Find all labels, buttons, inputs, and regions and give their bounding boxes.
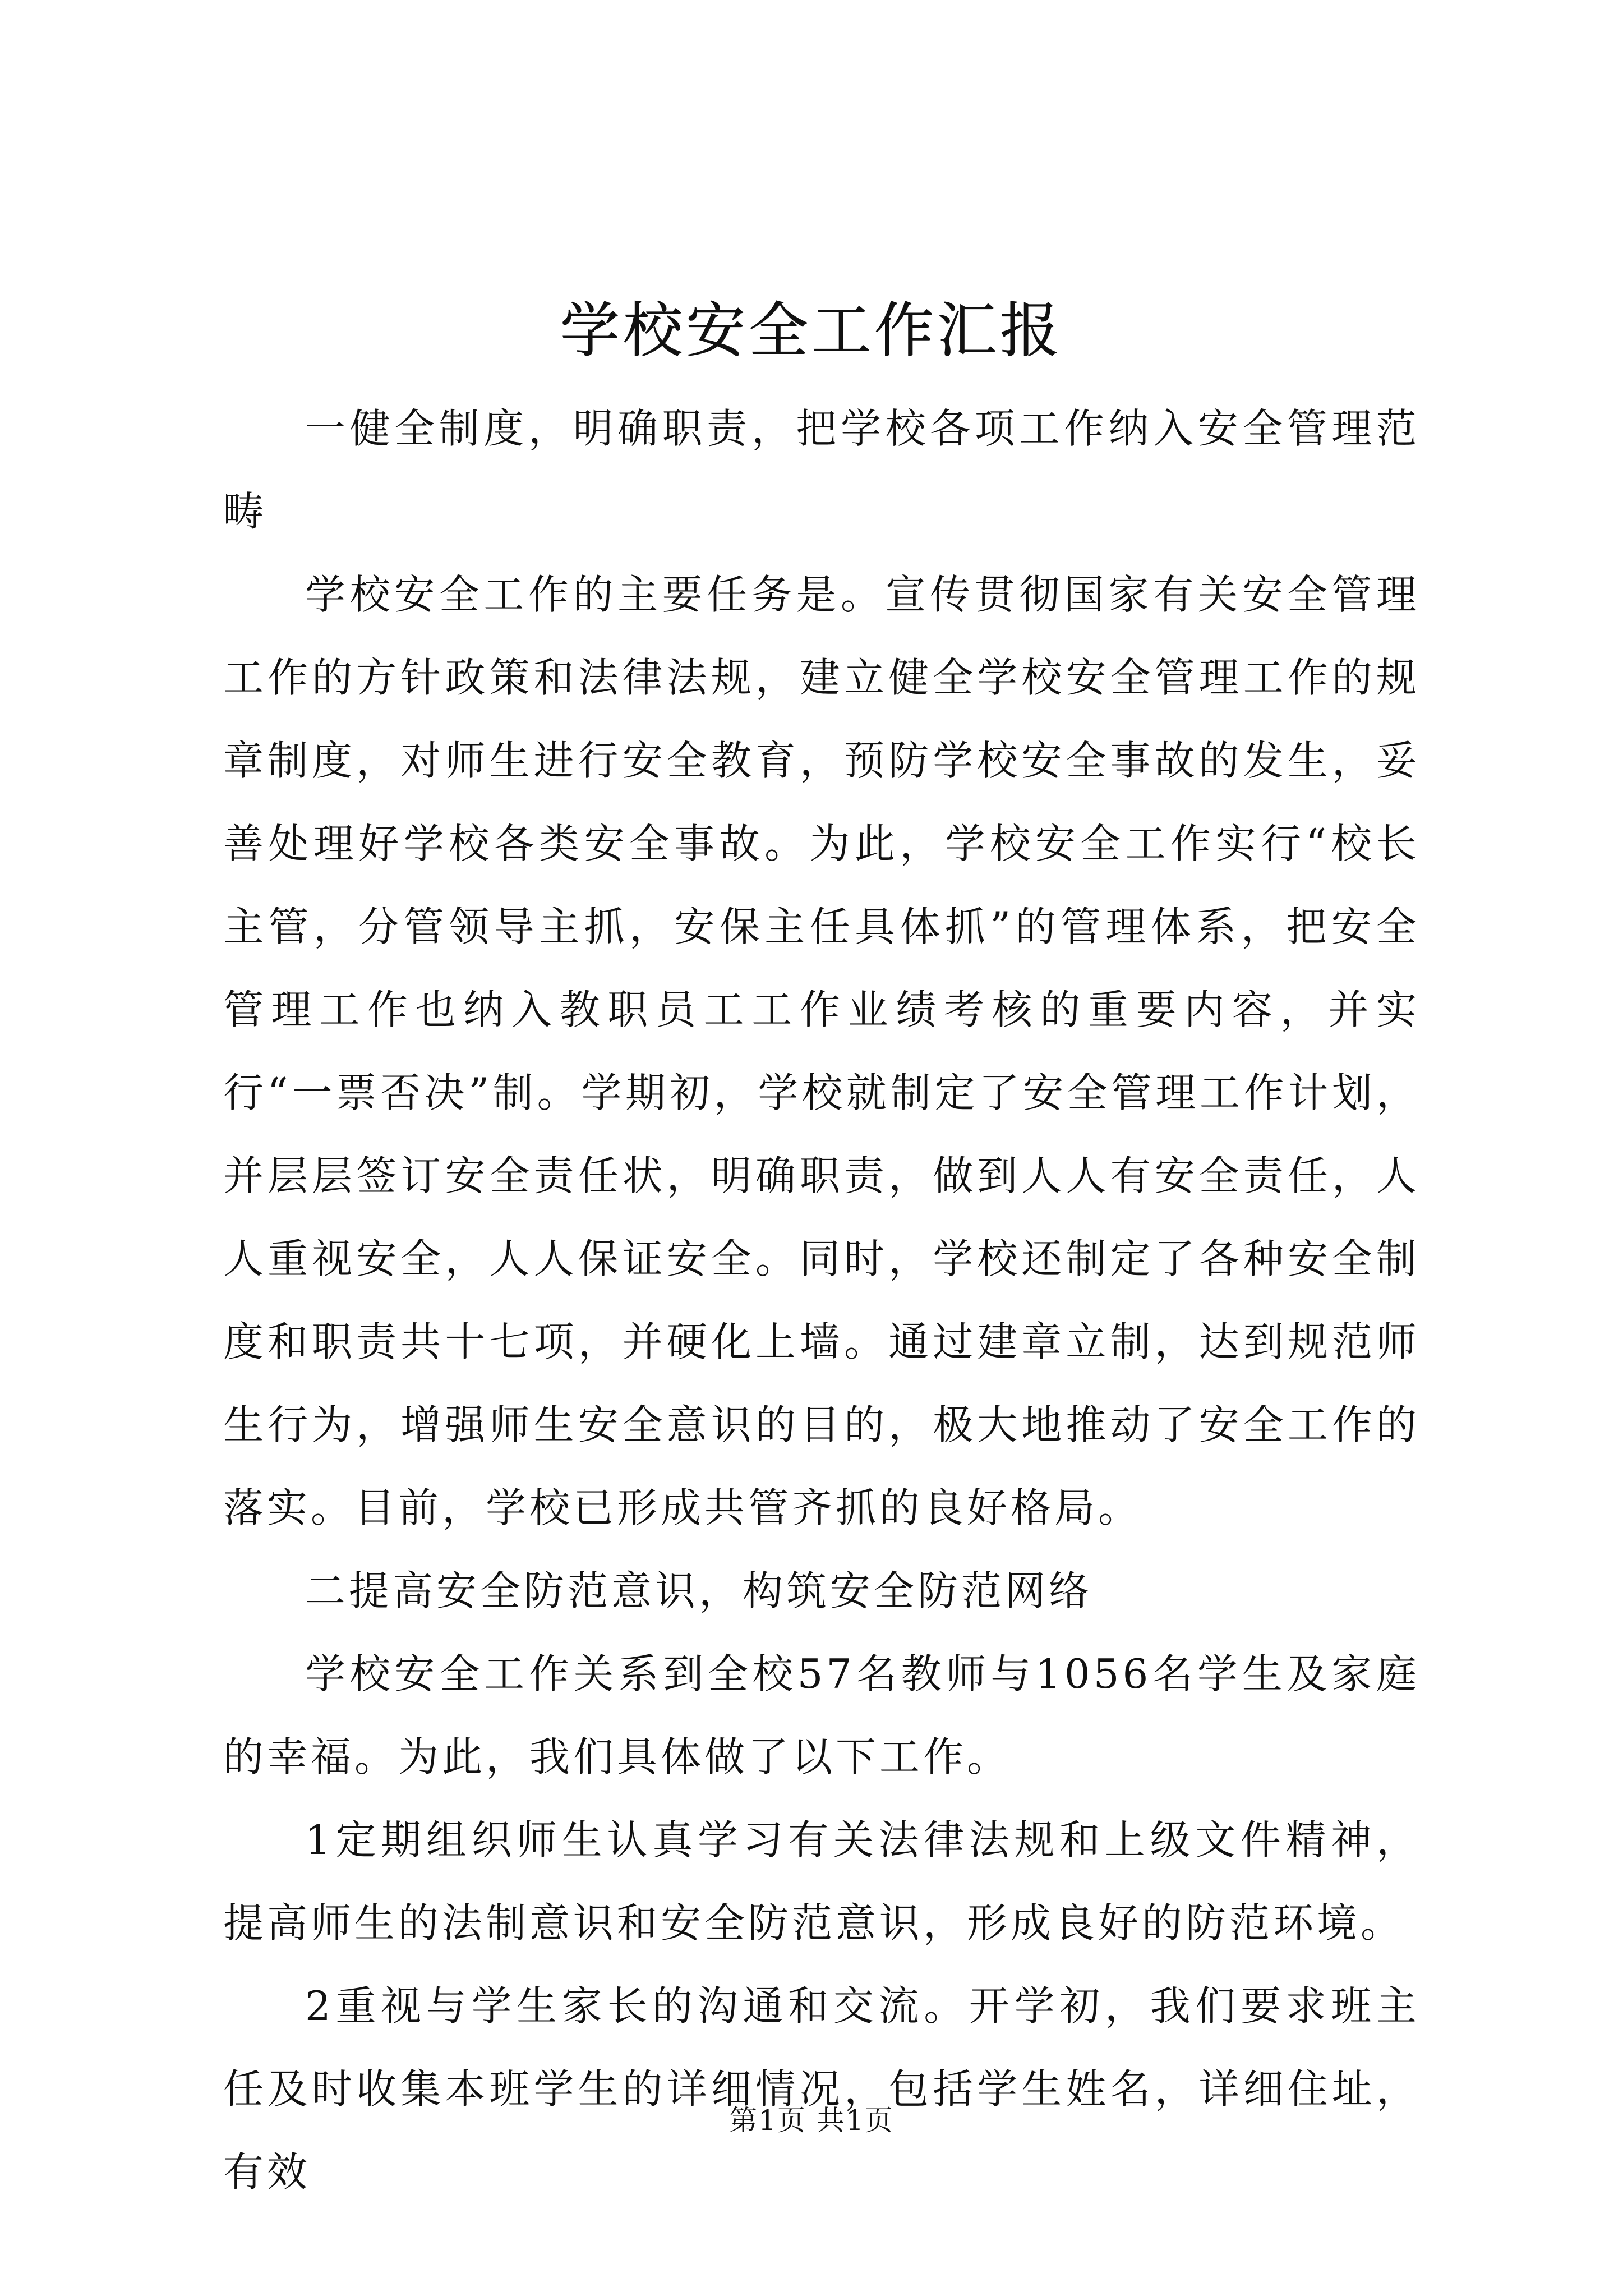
document-title: 学校安全工作汇报 bbox=[560, 296, 1063, 365]
section-heading-1: 一健全制度，明确职责，把学校各项工作纳入安全管理范畴 bbox=[223, 405, 1420, 535]
section-heading-2: 二提高安全防范意识，构筑安全防范网络 bbox=[305, 1567, 1093, 1614]
paragraph-3: 1定期组织师生认真学习有关法律法规和上级文件精神，提高师生的法制意识和安全防范意识，形成良好的防范环境。 bbox=[223, 1816, 1420, 1947]
paragraph-1: 学校安全工作的主要任务是。宣传贯彻国家有关安全管理工作的方针政策和法律法规，建立健全学校安全管理工作的规章制度，对师生进行安全教育，预防学校安全事故的发生，妥善处理好学校各类安全事故。为此，学校安全工作实行“校长主管，分管领导主抓，安保主任具体抓”的管理体系，把安全管理工作也纳入教职员工工作业绩考核的重要内容，并实行“一票否决”制。学期初，学校就制定了安全管理工作计划，并层层签订安全责任状，明确职责，做到人人有安全责任，人人重视安全，人人保证安全。同时，学校还制定了各种安全制度和职责共十七项，并硬化上墙。通过建章立制，达到规范师生行为，增强师生安全意识的目的，极大地推动了安全工作的落实。目前，学校已形成共管齐抓的良好格局。 bbox=[223, 571, 1420, 1531]
page-footer: 第1页 共1页 bbox=[729, 2104, 894, 2137]
document-body bbox=[223, 387, 1420, 2214]
paragraph-2: 学校安全工作关系到全校57名教师与1056名学生及家庭的幸福。为此，我们具体做了以下工作。 bbox=[223, 1650, 1420, 1780]
paragraph-4: 2重视与学生家长的沟通和交流。开学初，我们要求班主任及时收集本班学生的详细情况，包括学生姓名，详细住址，有效 bbox=[223, 1982, 1420, 2196]
